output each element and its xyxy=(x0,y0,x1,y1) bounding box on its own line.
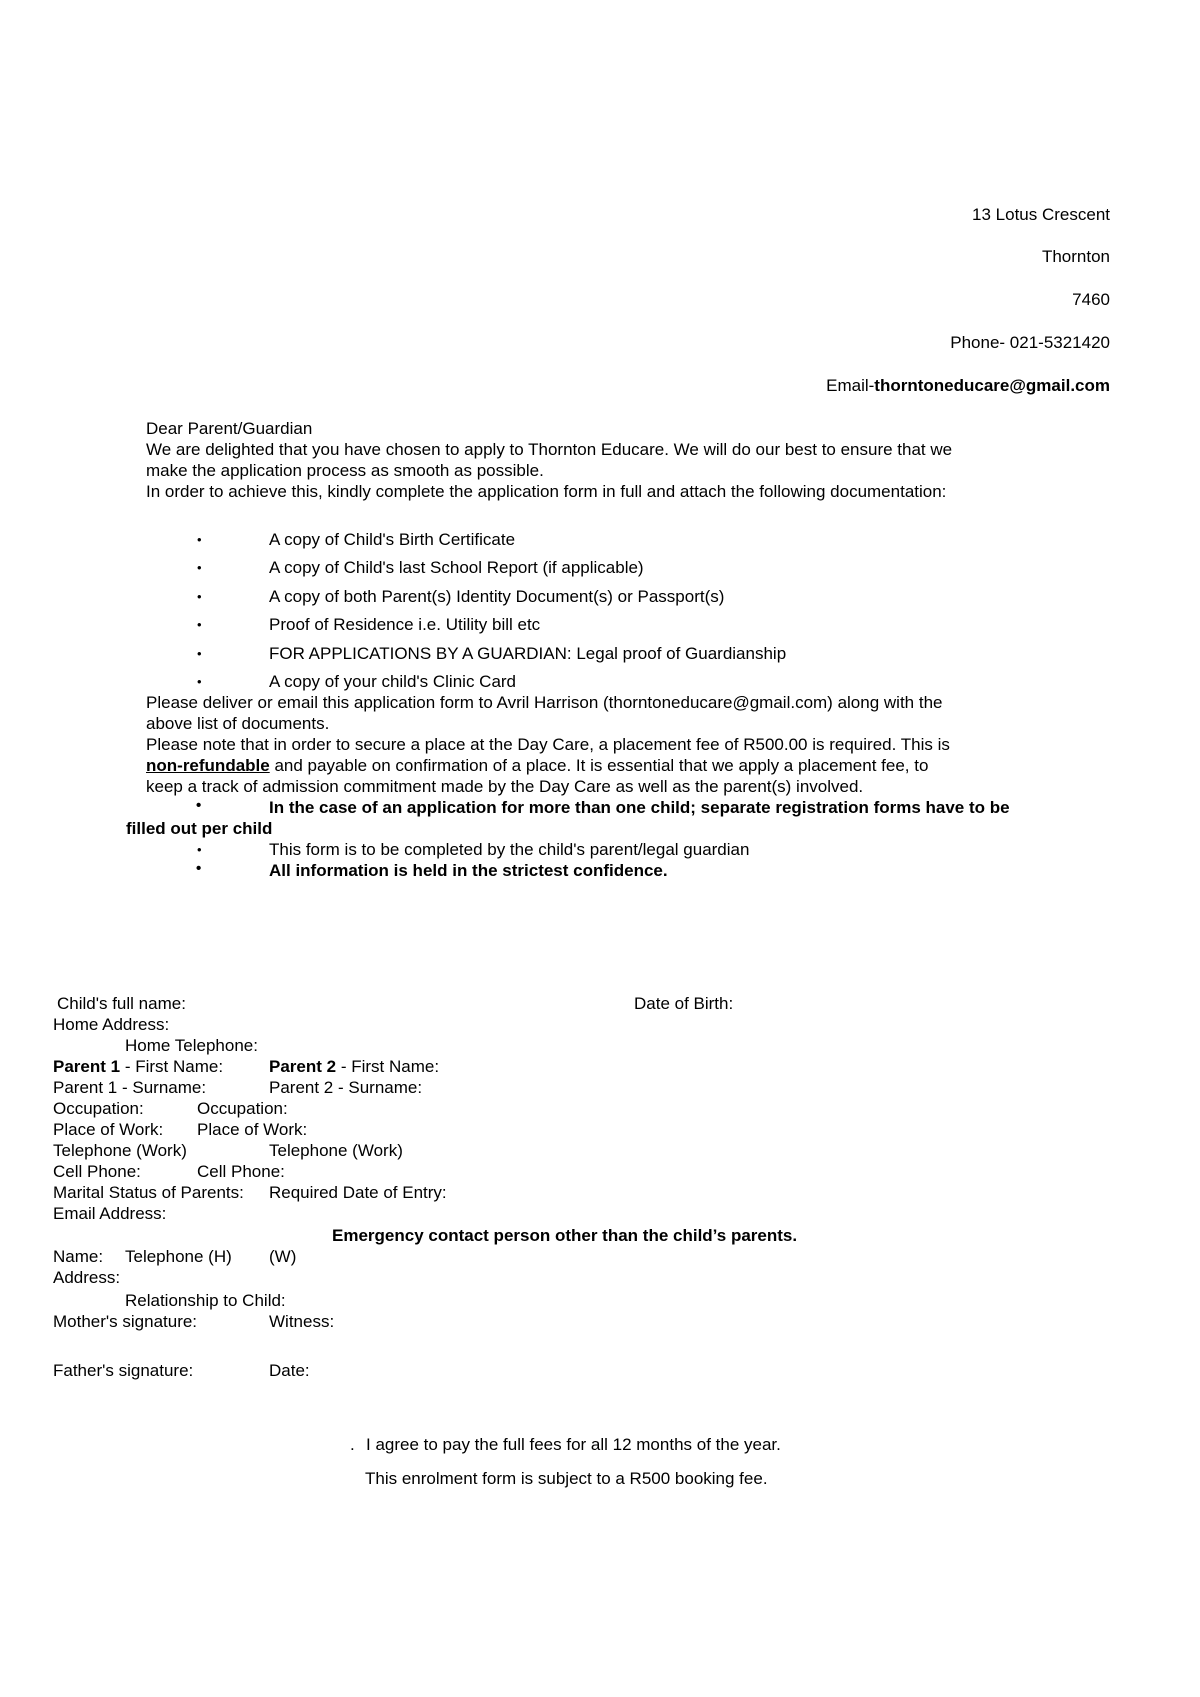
document-item: Proof of Residence i.e. Utility bill etc xyxy=(269,615,541,634)
parent1-work-label: Place of Work: xyxy=(53,1120,164,1139)
address-postal-code: 7460 xyxy=(1072,290,1110,309)
bullet: • xyxy=(197,674,202,689)
fee-line-1: Please note that in order to secure a place at the Day Care, a placement fee of R500.00 is required. This is xyxy=(146,735,950,754)
parent1-work-phone-label: Telephone (Work) xyxy=(53,1141,187,1160)
agree-fees: I agree to pay the full fees for all 12 months of the year. xyxy=(366,1435,781,1454)
child-name-label: Child's full name: xyxy=(57,994,186,1013)
note-multi-child-2: filled out per child xyxy=(126,819,273,838)
bullet: • xyxy=(196,860,202,877)
parent1-occupation-label: Occupation: xyxy=(53,1099,144,1118)
emergency-heading: Emergency contact person other than the child’s parents. xyxy=(332,1226,798,1245)
intro-line-2: make the application process as smooth as possible. xyxy=(146,461,544,480)
address-email xyxy=(826,375,1110,396)
first-name-text: - First Name: xyxy=(336,1057,440,1076)
witness-label: Witness: xyxy=(269,1312,335,1331)
intro-line-1: We are delighted that you have chosen to apply to Thornton Educare. We will do our best to ensure that we xyxy=(146,440,953,459)
parent2-cell-label: Cell Phone: xyxy=(197,1162,285,1181)
salutation: Dear Parent/Guardian xyxy=(146,419,313,438)
note-multi-child-1: In the case of an application for more than one child; separate registration forms have to be xyxy=(269,798,1010,817)
parent2-occupation-label: Occupation: xyxy=(197,1099,288,1118)
parent2-work-label: Place of Work: xyxy=(197,1120,308,1139)
date-label: Date: xyxy=(269,1361,310,1380)
document-item: A copy of Child's Birth Certificate xyxy=(269,530,516,549)
marital-status-label: Marital Status of Parents: xyxy=(53,1183,244,1202)
fee-line-2 xyxy=(146,755,928,776)
dob-label: Date of Birth: xyxy=(634,994,734,1013)
parent2-heading: Parent 2 xyxy=(269,1057,337,1076)
deliver-line-2: above list of documents. xyxy=(146,714,330,733)
non-refundable-text: non-refundable xyxy=(146,756,270,775)
home-address-label: Home Address: xyxy=(53,1015,170,1034)
bullet: • xyxy=(197,560,202,575)
parent1-first-name-label xyxy=(53,1056,223,1077)
bullet: • xyxy=(197,842,202,857)
mother-signature-label: Mother's signature: xyxy=(53,1312,198,1331)
emergency-address-label: Address: xyxy=(53,1268,121,1287)
agree-dot: . xyxy=(350,1435,355,1454)
fee-line-3: keep a track of admission commitment made by the Day Care as well as the parent(s) involved. xyxy=(146,777,864,796)
home-telephone-label: Home Telephone: xyxy=(125,1036,258,1055)
bullet: • xyxy=(197,589,202,604)
parent1-surname-label: Parent 1 - Surname: xyxy=(53,1078,207,1097)
parent2-surname-label: Parent 2 - Surname: xyxy=(269,1078,423,1097)
parent1-heading: Parent 1 xyxy=(53,1057,121,1076)
document-item: FOR APPLICATIONS BY A GUARDIAN: Legal proof of Guardianship xyxy=(269,644,787,663)
fee-line-2-rest: and payable on confirmation of a place. It is essential that we apply a placement fee, to xyxy=(269,756,929,775)
emergency-home-phone-label: Telephone (H) xyxy=(125,1247,232,1266)
document-item: A copy of both Parent(s) Identity Document(s) or Passport(s) xyxy=(269,587,725,606)
emergency-work-phone-label: (W) xyxy=(269,1247,297,1266)
address-suburb: Thornton xyxy=(1041,247,1110,266)
email-value: thorntoneducare@gmail.com xyxy=(874,376,1110,395)
bullet: • xyxy=(197,532,202,547)
parent2-work-phone-label: Telephone (Work) xyxy=(269,1141,403,1160)
document-item: A copy of Child's last School Report (if applicable) xyxy=(269,558,644,577)
father-signature-label: Father's signature: xyxy=(53,1361,194,1380)
emergency-name-label: Name: xyxy=(53,1247,104,1266)
bullet: • xyxy=(197,617,202,632)
parent1-cell-label: Cell Phone: xyxy=(53,1162,141,1181)
email-label: Email- xyxy=(826,376,875,395)
relationship-label: Relationship to Child: xyxy=(125,1291,286,1310)
booking-fee-note: This enrolment form is subject to a R500 booking fee. xyxy=(365,1469,768,1488)
entry-date-label: Required Date of Entry: xyxy=(269,1183,447,1202)
bullet: • xyxy=(196,797,202,814)
note-completed-by: This form is to be completed by the child's parent/legal guardian xyxy=(269,840,750,859)
deliver-line-1: Please deliver or email this application form to Avril Harrison (thorntoneducare@gmail.com) along with the xyxy=(146,693,943,712)
note-confidence: All information is held in the strictest confidence. xyxy=(269,861,668,880)
parent2-first-name-label xyxy=(269,1056,439,1077)
first-name-text: - First Name: xyxy=(120,1057,224,1076)
email-address-label: Email Address: xyxy=(53,1204,167,1223)
bullet: • xyxy=(197,646,202,661)
instructions: In order to achieve this, kindly complete the application form in full and attach the following documentation: xyxy=(146,482,947,501)
address-street: 13 Lotus Crescent xyxy=(972,205,1110,224)
address-phone: Phone- 021-5321420 xyxy=(950,333,1110,352)
document-item: A copy of your child's Clinic Card xyxy=(269,672,517,691)
